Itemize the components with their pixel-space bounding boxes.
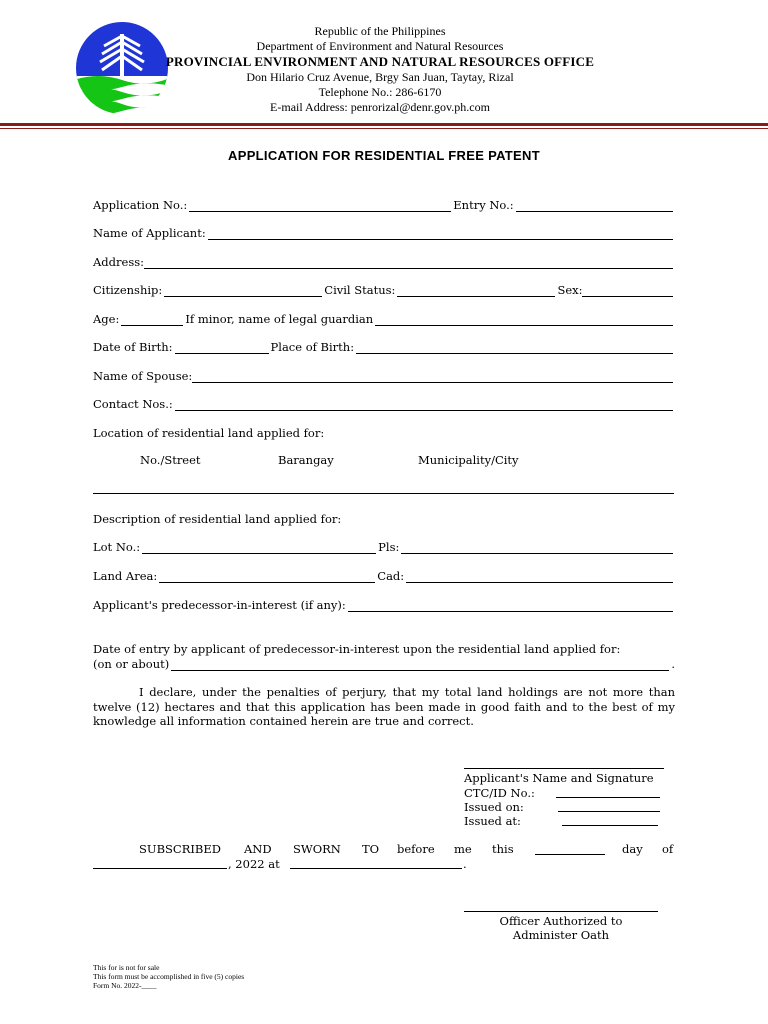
field-age[interactable] — [121, 314, 183, 326]
row-spouse — [93, 367, 675, 383]
label-barangay: Barangay — [278, 453, 334, 467]
form-title: APPLICATION FOR RESIDENTIAL FREE PATENT — [228, 148, 540, 163]
row-age — [93, 310, 675, 326]
label-date-of-birth: Date of Birth: — [93, 340, 173, 354]
jurat-of: of — [662, 842, 674, 856]
label-officer-line1: Officer Authorized to — [499, 914, 623, 928]
field-application-no[interactable] — [189, 200, 451, 212]
entry-period: . — [671, 657, 675, 671]
label-issued-on: Issued on: — [464, 800, 524, 814]
label-cad: Cad: — [377, 569, 405, 583]
field-address[interactable] — [144, 257, 673, 269]
jurat-subscribed: SUBSCRIBED — [139, 842, 221, 856]
header-address: Don Hilario Cruz Avenue, Brgy San Juan, Taytay, Rizal — [246, 70, 514, 84]
footer-copies: This form must be accomplished in five (5) copies — [93, 972, 245, 981]
declaration-paragraph: I declare, under the penalties of perjury, that my total land holdings are not more than twelve (12) hectares and that this application has been made in good faith and to the best of my knowledge all information contained herein are true and correct. — [93, 685, 675, 728]
field-predecessor[interactable] — [348, 600, 673, 612]
row-location-label — [93, 424, 675, 440]
field-date-of-entry[interactable] — [171, 659, 669, 671]
jurat-and: AND — [244, 842, 272, 856]
jurat-period: . — [463, 857, 467, 871]
label-predecessor: Applicant's predecessor-in-interest (if any): — [93, 598, 346, 612]
row-citizenship — [93, 281, 675, 297]
row-on-or-about — [93, 655, 675, 671]
field-issued-on[interactable] — [558, 811, 660, 812]
label-land-area: Land Area: — [93, 569, 158, 583]
label-age: Age: — [93, 312, 120, 326]
jurat-me: me — [454, 842, 472, 856]
row-name — [93, 224, 675, 240]
field-issued-at[interactable] — [562, 825, 658, 826]
jurat-before: before — [397, 842, 435, 856]
label-pls: Pls: — [378, 540, 400, 554]
field-citizenship[interactable] — [164, 285, 322, 297]
field-name-of-spouse[interactable] — [192, 371, 673, 383]
header-email: E-mail Address: penrorizal@denr.gov.ph.com — [270, 100, 490, 114]
label-on-or-about: (on or about) — [93, 657, 170, 671]
row-contact — [93, 395, 675, 411]
row-application — [93, 196, 675, 212]
field-contact-nos[interactable] — [175, 399, 673, 411]
label-date-of-entry: Date of entry by applicant of predecessor-in-interest upon the residential land applied for: — [93, 642, 621, 656]
footer-form-no: Form No. 2022-____ — [93, 981, 157, 990]
label-contact-nos: Contact Nos.: — [93, 397, 173, 411]
label-entry-no: Entry No.: — [453, 198, 514, 212]
label-municipality: Municipality/City — [418, 453, 519, 467]
field-civil-status[interactable] — [397, 285, 555, 297]
label-name-of-applicant: Name of Applicant: — [93, 226, 206, 240]
field-entry-no[interactable] — [516, 200, 673, 212]
jurat-sworn: SWORN — [293, 842, 341, 856]
footer-notes — [93, 963, 244, 990]
label-address: Address: — [93, 255, 145, 269]
field-jurat-month[interactable] — [93, 868, 227, 869]
label-location: Location of residential land applied for: — [93, 426, 325, 440]
field-land-area[interactable] — [159, 571, 375, 583]
row-birth — [93, 338, 675, 354]
label-guardian: If minor, name of legal guardian — [185, 312, 374, 326]
label-no-street: No./Street — [140, 453, 201, 467]
label-citizenship: Citizenship: — [93, 283, 163, 297]
jurat-year: , 2022 at — [228, 857, 280, 871]
row-address — [93, 253, 675, 269]
label-name-of-spouse: Name of Spouse: — [93, 369, 193, 383]
field-ctc-id[interactable] — [556, 797, 660, 798]
label-issued-at: Issued at: — [464, 814, 521, 828]
letterhead — [160, 24, 600, 115]
field-place-of-birth[interactable] — [356, 342, 673, 354]
field-jurat-day[interactable] — [535, 854, 605, 855]
header-rule — [0, 123, 768, 126]
header-office: PROVINCIAL ENVIRONMENT AND NATURAL RESOURCES OFFICE — [165, 54, 595, 69]
label-application-no: Application No.: — [93, 198, 188, 212]
row-date-of-entry — [93, 640, 675, 656]
label-applicant-name-signature: Applicant's Name and Signature — [464, 771, 654, 785]
officer-signature-line[interactable] — [464, 911, 658, 912]
jurat-day: day — [622, 842, 643, 856]
row-predecessor — [93, 596, 675, 612]
field-sex[interactable] — [582, 285, 673, 297]
jurat-to: TO — [362, 842, 380, 856]
jurat-this: this — [492, 842, 514, 856]
label-sex: Sex: — [557, 283, 583, 297]
field-guardian[interactable] — [375, 314, 673, 326]
header-department: Department of Environment and Natural Resources — [256, 39, 504, 53]
label-lot-no: Lot No.: — [93, 540, 141, 554]
denr-logo — [74, 20, 170, 116]
applicant-signature-line[interactable] — [464, 768, 664, 769]
field-lot-no[interactable] — [142, 542, 376, 554]
label-officer-line2: Administer Oath — [512, 928, 610, 942]
field-location[interactable] — [93, 493, 674, 494]
footer-not-for-sale: This for is not for sale — [93, 963, 160, 972]
header-rule-thin — [0, 128, 768, 129]
row-land-area — [93, 567, 675, 583]
label-civil-status: Civil Status: — [324, 283, 396, 297]
header-republic: Republic of the Philippines — [314, 24, 446, 38]
label-description: Description of residential land applied for: — [93, 512, 342, 526]
field-name-of-applicant[interactable] — [208, 228, 673, 240]
field-pls[interactable] — [401, 542, 673, 554]
field-date-of-birth[interactable] — [175, 342, 269, 354]
label-place-of-birth: Place of Birth: — [270, 340, 355, 354]
field-cad[interactable] — [406, 571, 673, 583]
row-description-label — [93, 510, 675, 526]
header-telephone: Telephone No.: 286-6170 — [318, 85, 442, 99]
field-jurat-place[interactable] — [290, 868, 462, 869]
row-lot — [93, 538, 675, 554]
label-ctc-id: CTC/ID No.: — [464, 786, 535, 800]
